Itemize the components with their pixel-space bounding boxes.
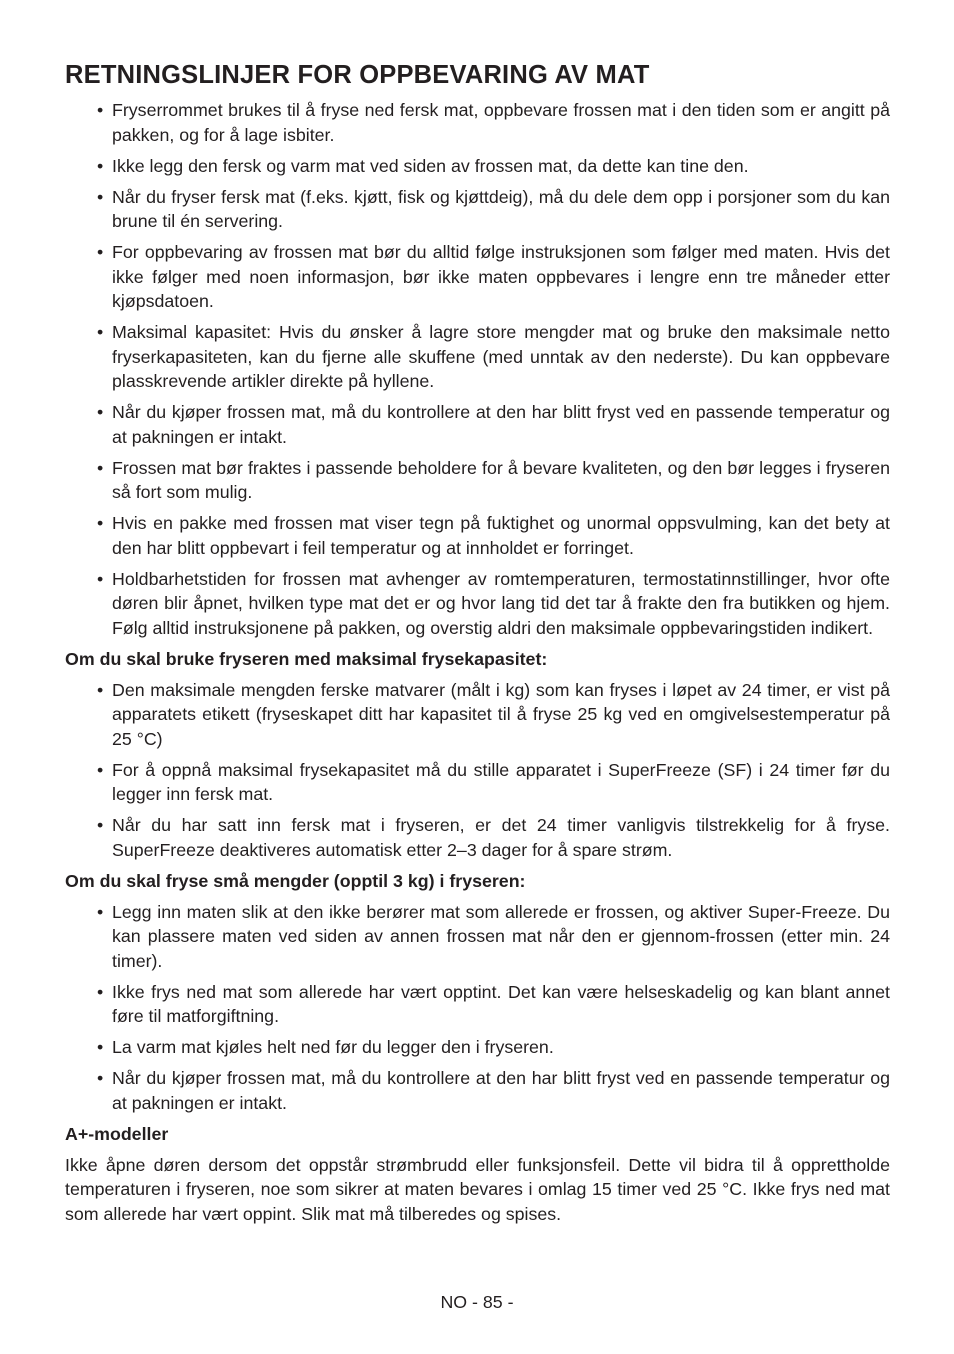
max-capacity-list — [65, 678, 890, 863]
list-item-text: Frossen mat bør fraktes i passende beholdere for å bevare kvaliteten, og den bør legges i fryseren så fort som mulig. — [112, 457, 890, 502]
section-heading-max-capacity: Om du skal bruke fryseren med maksimal frysekapasitet: — [65, 648, 548, 669]
list-item — [65, 240, 890, 314]
list-item-text: Fryserrommet brukes til å fryse ned fersk mat, oppbevare frossen mat i den tiden som er angitt på pakken, og for å lage isbiter. — [112, 100, 890, 145]
list-item-text: Maksimal kapasitet: Hvis du ønsker å lagre store mengder mat og bruke den maksimale netto fryserkapasiteten, kan du fjerne alle skuffene (med unntak av den nederste). Du kan oppbevare plasskrevende artikler direkte på hyllene. — [112, 322, 890, 391]
list-item — [65, 154, 890, 179]
list-item-text: Den maksimale mengden ferske matvarer (målt i kg) som kan fryses i løpet av 24 timer, er vist på apparatets etikett (fryseskapet ditt har kapasitet til å fryse 25 kg ved en omgivelsestemperatur på 25 °C) — [112, 679, 890, 749]
page-title: RETNINGSLINJER FOR OPPBEVARING AV MAT — [65, 61, 650, 89]
list-item-text: Når du kjøper frossen mat, må du kontrollere at den har blitt fryst ved en passende temperatur og at pakningen er intakt. — [112, 402, 890, 447]
bullet: • — [97, 457, 104, 478]
bullet: • — [97, 901, 104, 922]
list-item — [65, 1035, 890, 1060]
small-amounts-list — [65, 900, 890, 1116]
list-item-text: Ikke frys ned mat som allerede har vært opptint. Det kan være helseskadelig og kan blant annet føre til matforgiftning. — [112, 981, 890, 1026]
bullet: • — [97, 322, 104, 342]
list-item — [65, 400, 890, 449]
bullet: • — [97, 815, 104, 835]
bullet: • — [97, 679, 104, 700]
list-item — [65, 185, 890, 234]
bullet: • — [97, 568, 104, 589]
page-number: NO - 85 - — [440, 1292, 514, 1312]
bullet: • — [97, 242, 104, 262]
list-item — [65, 813, 890, 862]
list-item-text: For å oppnå maksimal frysekapasitet må du stille apparatet i SuperFreeze (SF) i 24 timer før du legger inn fersk mat. — [112, 759, 890, 804]
list-item-text: Hvis en pakke med frossen mat viser tegn på fuktighet og unormal oppsvulming, kan det bety at den har blitt oppbevart i feil temperatur og at innholdet er forringet. — [112, 513, 890, 558]
bullet: • — [97, 1068, 104, 1088]
list-item-text: For oppbevaring av frossen mat bør du alltid følge instruksjonen som følger med maten. Hvis det ikke følger med noen informasjon, bør ikke maten oppbevares i lengre enn tre måneder etter kjøpsdatoen. — [112, 242, 890, 311]
storage-guidelines-list — [65, 98, 890, 640]
bullet: • — [97, 759, 104, 780]
page-content — [65, 58, 890, 1226]
bullet: • — [97, 513, 104, 533]
list-item — [65, 758, 890, 807]
bullet: • — [97, 981, 104, 1002]
list-item-text: Når du har satt inn fersk mat i fryseren, er det 24 timer vanligvis tilstrekkelig for å fryse. SuperFreeze deaktiveres automatisk etter 2–3 dager for å spare strøm. — [112, 815, 890, 860]
a-plus-models-paragraph: Ikke åpne døren dersom det oppstår strømbrudd eller funksjonsfeil. Dette vil bidra til å opprettholde temperaturen i fryseren, noe som sikrer at maten bevares i omlag 15 timer ved 25 °C. Ikke frys ned mat som allerede har vært oppint. Slik mat må tilberedes og spises. — [65, 1154, 890, 1224]
list-item — [65, 980, 890, 1029]
bullet: • — [97, 186, 104, 207]
list-item — [65, 320, 890, 394]
list-item-text: La varm mat kjøles helt ned før du legger den i fryseren. — [112, 1037, 554, 1057]
list-item — [65, 678, 890, 752]
section-heading-small-amounts: Om du skal fryse små mengder (opptil 3 kg) i fryseren: — [65, 870, 526, 891]
list-item — [65, 1066, 890, 1115]
bullet: • — [97, 155, 104, 176]
list-item — [65, 511, 890, 560]
list-item — [65, 900, 890, 974]
list-item-text: Når du kjøper frossen mat, må du kontrollere at den har blitt fryst ved en passende temperatur og at pakningen er intakt. — [112, 1068, 890, 1113]
list-item-text: Ikke legg den fersk og varm mat ved siden av frossen mat, da dette kan tine den. — [112, 155, 749, 176]
list-item — [65, 456, 890, 505]
list-item-text: Når du fryser fersk mat (f.eks. kjøtt, fisk og kjøttdeig), må du dele dem opp i porsjoner som du kan brune til én servering. — [112, 186, 890, 231]
bullet: • — [97, 100, 104, 120]
list-item — [65, 567, 890, 641]
section-heading-a-plus-models: A+-modeller — [65, 1123, 169, 1144]
bullet: • — [97, 402, 104, 422]
list-item-text: Legg inn maten slik at den ikke berører mat som allerede er frossen, og aktiver Super-Freeze. Du kan plassere maten ved siden av annen frossen mat når den er gjennom-frossen (etter min. 24 timer). — [112, 901, 890, 971]
list-item-text: Holdbarhetstiden for frossen mat avhenger av romtemperaturen, termostatinnstillinger, hvor ofte døren blir åpnet, hvilken type mat det er og hvor lang tid det tar å frakte den fra butikken og hjem. Følg alltid instruksjonene på pakken, og overstig aldri den maksimale oppbevaringstiden indikert. — [112, 568, 890, 638]
list-item — [65, 98, 890, 147]
bullet: • — [97, 1037, 104, 1057]
